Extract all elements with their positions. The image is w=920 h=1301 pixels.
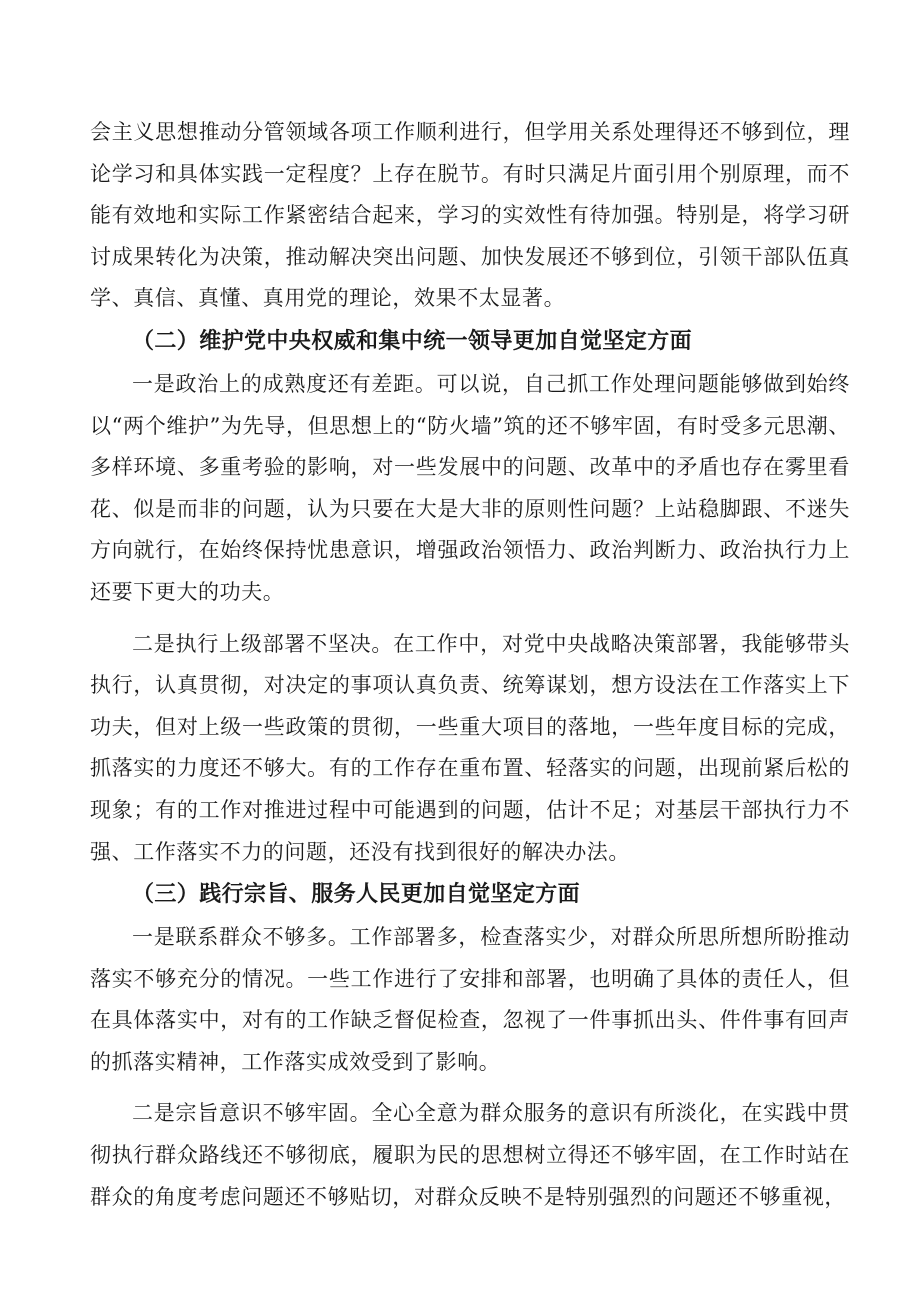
document-page bbox=[90, 112, 850, 1218]
section-heading-3: （三）践行宗旨、服务人民更加自觉坚定方面 bbox=[132, 882, 581, 908]
paragraph-intro: 会主义思想推动分管领域各项工作顺利进行，但学用关系处理得还不够到位，理论学习和具体实践一定程度？上存在脱节。有时只满足片面引用个别原理，而不能有效地和实际工作紧密结合起来，学习的实效性有待加强。特别是，将学习研讨成果转化为决策，推动解决突出问题、加快发展还不够到位，引领干部队伍真学、真信、真懂、真用党的理论，效果不太显著。 bbox=[90, 120, 850, 311]
paragraph-3-1: 一是联系群众不够多。工作部署多，检查落实少，对群众所思所想所盼推动落实不够充分的情况。一些工作进行了安排和部署，也明确了具体的责任人，但在具体落实中，对有的工作缺乏督促检查，忽视了一件事抓出头、件件事有回声的抓落实精神，工作落实成效受到了影响。 bbox=[90, 925, 850, 1074]
paragraph-2-2: 二是执行上级部署不坚决。在工作中，对党中央战略决策部署，我能够带头执行，认真贯彻，对决定的事项认真负责、统筹谋划，想方设法在工作落实上下功夫，但对上级一些政策的贯彻，一些重大项目的落地，一些年度目标的完成，抓落实的力度还不够大。有的工作存在重布置、轻落实的问题，出现前紧后松的现象；有的工作对推进过程中可能遇到的问题，估计不足；对基层干部执行力不强、工作落实不力的问题，还没有找到很好的解决办法。 bbox=[90, 631, 850, 864]
paragraph-gap bbox=[90, 614, 850, 624]
paragraph-2-1: 一是政治上的成熟度还有差距。可以说，自己抓工作处理问题能够做到始终以“两个维护”为先导，但思想上的“防火墙”筑的还不够牢固，有时受多元思潮、多样环境、多重考验的影响，对一些发展中的问题、改革中的矛盾也存在雾里看花、似是而非的问题，认为只要在大是大非的原则性问题？上站稳脚跟、不迷失方向就行，在始终保持忧患意识，增强政治领悟力、政治判断力、政治执行力上还要下更大的功夫。 bbox=[90, 371, 850, 604]
paragraph-3-2: 二是宗旨意识不够牢固。全心全意为群众服务的意识有所淡化，在实践中贯彻执行群众路线还不够彻底，履职为民的思想树立得还不够牢固，在工作时站在群众的角度考虑问题还不够贴切，对群众反映不是特别强烈的问题还不够重视， bbox=[90, 1101, 850, 1209]
paragraph-gap bbox=[90, 1083, 850, 1093]
section-heading-2: （二）维护党中央权威和集中统一领导更加自觉坚定方面 bbox=[132, 328, 693, 354]
